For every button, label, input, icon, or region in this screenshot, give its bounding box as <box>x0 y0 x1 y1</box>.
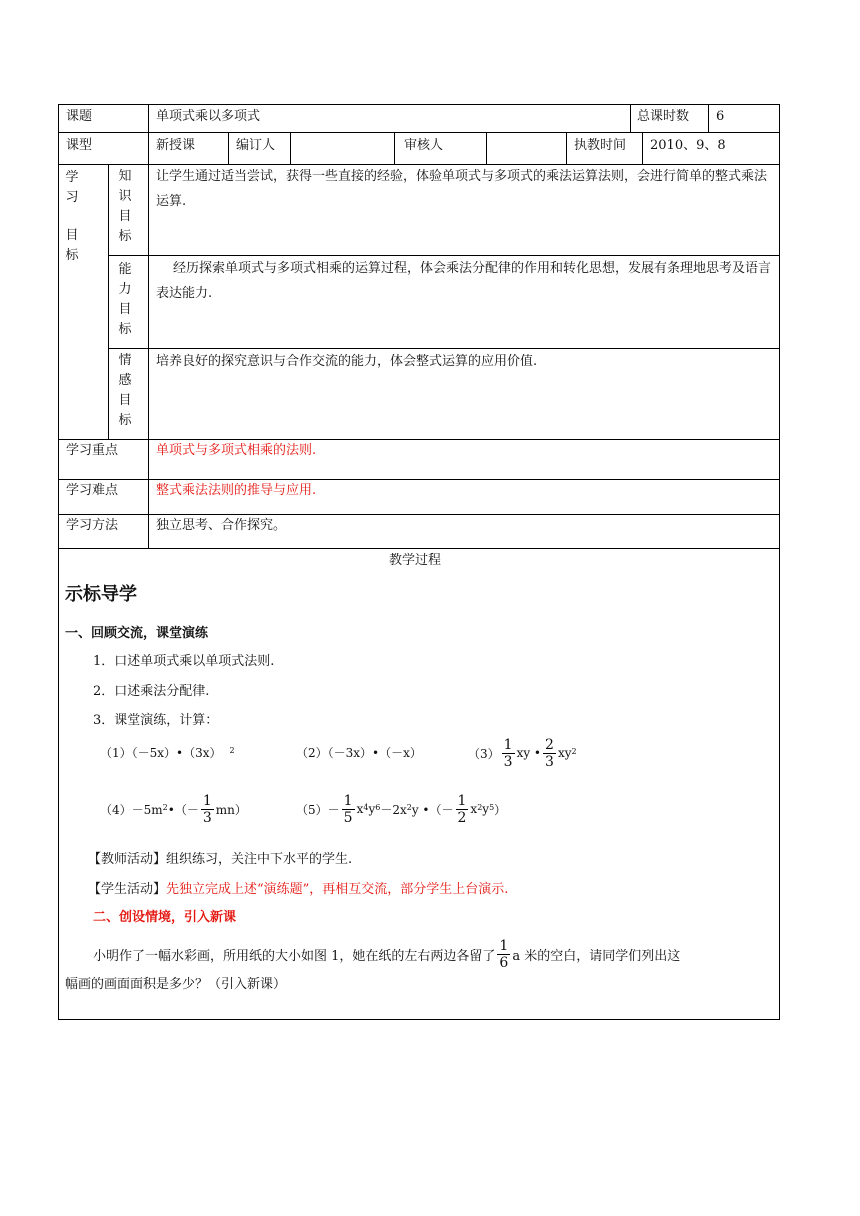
reviewer-label: 审核人 <box>404 138 444 153</box>
objectives-group-label <box>64 168 80 266</box>
row-divider <box>59 514 779 515</box>
teach-time-value: 2010、9、8 <box>650 138 726 153</box>
teacher-activity: 【教师活动】组织练习，关注中下水平的学生. <box>88 852 353 867</box>
col-divider <box>228 132 229 164</box>
row-divider <box>59 439 779 440</box>
col-divider <box>566 132 567 164</box>
story-line-2: 幅画的画面面积是多少？（引入新课） <box>65 977 287 992</box>
item-3: 3．课堂演练，计算： <box>93 713 219 728</box>
fraction: $\frac{1}{5}$ <box>343 792 353 826</box>
type-label: 课型 <box>66 138 93 153</box>
editor-label: 编订人 <box>236 138 276 153</box>
methods-label: 学习方法 <box>66 518 119 533</box>
fraction: $\frac{1}{3}$ <box>202 792 212 826</box>
group-char: 目 <box>65 228 79 243</box>
part1-title: 一、回顾交流，课堂演练 <box>65 626 209 641</box>
fraction: $\frac{1}{3}$ <box>503 736 513 770</box>
col-divider <box>148 439 149 548</box>
ability-label: 能 力 目 标 <box>118 262 132 337</box>
fraction: $\frac{1}{6}$ <box>499 937 509 971</box>
group-char: 习 <box>65 190 79 205</box>
fraction: $\frac{2}{3}$ <box>545 736 554 770</box>
col-divider <box>630 105 631 132</box>
row-divider <box>59 479 779 480</box>
col-divider <box>290 132 291 164</box>
process-title: 教学过程 <box>389 553 442 568</box>
total-hours-value: 6 <box>716 109 725 124</box>
total-hours-label: 总课时数 <box>637 109 690 124</box>
col-divider <box>394 132 395 164</box>
difficulties-text: 整式乘法法则的推导与应用. <box>156 483 317 498</box>
col-divider <box>108 164 109 439</box>
story-line-1: 小明作了一幅水彩画，所用纸的大小如图 1，她在纸的左右两边各留了 $\frac{1}{6}$ a 米的空白，请同学们列出这 <box>93 937 681 971</box>
item-2: 2．口述乘法分配律. <box>93 684 210 699</box>
methods-text: 独立思考、合作探究。 <box>156 518 287 533</box>
key-points-text: 单项式与多项式相乘的法则. <box>156 443 317 458</box>
key-points-label: 学习重点 <box>66 443 119 458</box>
exercise-3: （3） $\frac{1}{3}$ xy • $\frac{2}{3}$ xy 2 <box>468 736 577 770</box>
group-char: 学 <box>65 170 79 185</box>
col-divider <box>148 105 149 132</box>
topic-label: 课题 <box>66 109 93 124</box>
teach-time-label: 执教时间 <box>574 138 627 153</box>
knowledge-label: 知 识 目 标 <box>118 169 132 244</box>
exercise-2: （2）（－3x）•（－x） <box>296 745 422 760</box>
part2-title: 二、创设情境，引入新课 <box>93 910 237 925</box>
group-char: 标 <box>65 248 79 263</box>
student-activity: 【学生活动】先独立完成上述“演练题”，再相互交流，部分学生上台演示. <box>88 882 509 897</box>
section-title: 示标导学 <box>65 584 137 605</box>
col-divider <box>708 105 709 132</box>
item-1: 1．口述单项式乘以单项式法则. <box>93 654 275 669</box>
col-divider <box>486 132 487 164</box>
row-divider <box>59 132 779 133</box>
exercise-5: （5）－ $\frac{1}{5}$ x 4 y 6 －2x 2 y •（－ $\frac{1}{2}$ x 2 y 5 ） <box>296 792 507 826</box>
fraction: $\frac{1}{2}$ <box>457 792 467 826</box>
difficulties-label: 学习难点 <box>66 483 119 498</box>
col-divider <box>148 132 149 164</box>
col-divider <box>642 132 643 164</box>
exercise-4: （4）－5m 2 •（－ $\frac{1}{3}$ mn） <box>100 792 247 826</box>
exercise-1: （1）（－5x）•（3x） 2 <box>100 745 235 760</box>
emotion-text: 培养良好的探究意识与合作交流的能力，体会整式运算的应用价值. <box>156 354 538 369</box>
ability-text: 经历探索单项式与多项式相乘的运算过程，体会乘法分配律的作用和转化思想，发展有条理地思考及语言表达能力. <box>156 261 772 301</box>
topic-value: 单项式乘以多项式 <box>156 109 261 124</box>
emotion-label: 情 感 目 标 <box>118 353 132 428</box>
type-value: 新授课 <box>156 138 196 153</box>
row-divider <box>59 548 779 549</box>
col-divider <box>148 164 149 439</box>
knowledge-text: 让学生通过适当尝试，获得一些直接的经验，体验单项式与多项式的乘法运算法则，会进行简单的整式乘法运算. <box>156 169 768 209</box>
